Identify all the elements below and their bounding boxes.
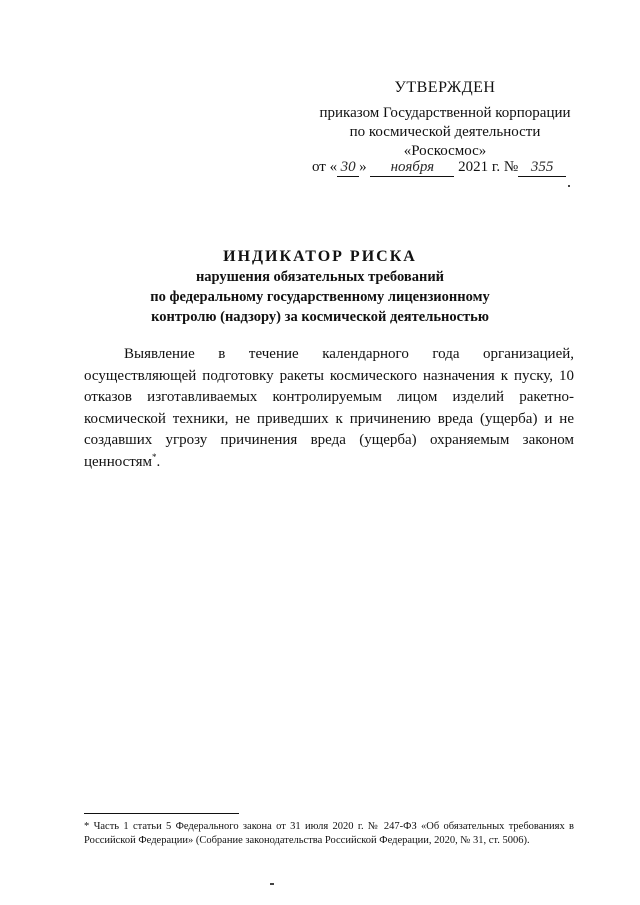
- approval-line-1: приказом Государственной корпорации: [319, 105, 571, 121]
- order-date-line: [312, 157, 612, 177]
- scan-speck: [270, 883, 274, 885]
- footnote-divider: [84, 813, 239, 814]
- footnote: [84, 820, 574, 848]
- document-title: [80, 247, 560, 327]
- order-mid: »: [359, 159, 367, 175]
- title-line-3: контролю (надзору) за космической деятельностью: [151, 309, 489, 325]
- order-prefix: от «: [312, 159, 338, 175]
- footnote-ref: *: [152, 451, 157, 462]
- approval-line-3: «Роскосмос»: [403, 143, 487, 159]
- body-text: [84, 344, 574, 474]
- footnote-marker: *: [84, 821, 90, 832]
- footnote-text: Часть 1 статьи 5 Федерального закона от 31 июля 2020 г. № 247-ФЗ «Об обязательных требованиях в Российской Федерации» (Собрание законодательства Российской Федерации, 2020, № 31, ст. 5006).: [84, 821, 574, 846]
- scan-speck: [568, 185, 570, 187]
- order-month: ноября: [370, 159, 454, 177]
- body-paragraph: Выявление в течение календарного года организацией, осуществляющей подготовку ракеты космического назначения к пуску, 10 отказов изготавливаемых контролируемым лицом изделий ракетно-космической техники, не приведших к причинению вреда (ущерба) и не создавших угрозу причинения вреда (ущерба) охраняемым законом ценностям*.: [84, 346, 574, 470]
- body-paragraph-text: Выявление в течение календарного года организацией, осуществляющей подготовку ракеты космического назначения к пуску, 10 отказов изготавливаемых контролируемым лицом изделий ракетно-космической техники, не приведших к причинению вреда (ущерба) и не создавших угрозу причинения вреда (ущерба) охраняемым законом ценностям: [84, 346, 574, 470]
- approval-line-2: по космической деятельности: [349, 124, 541, 140]
- title-main: ИНДИКАТОР РИСКА: [223, 248, 417, 265]
- title-line-2: по федеральному государственному лицензионному: [150, 289, 490, 305]
- title-line-1: нарушения обязательных требований: [195, 269, 445, 285]
- order-year: 2021 г. №: [458, 159, 519, 175]
- order-number: 355: [518, 159, 566, 177]
- approval-stamp: УТВЕРЖДЕН: [394, 79, 496, 96]
- order-day: 30: [337, 159, 359, 177]
